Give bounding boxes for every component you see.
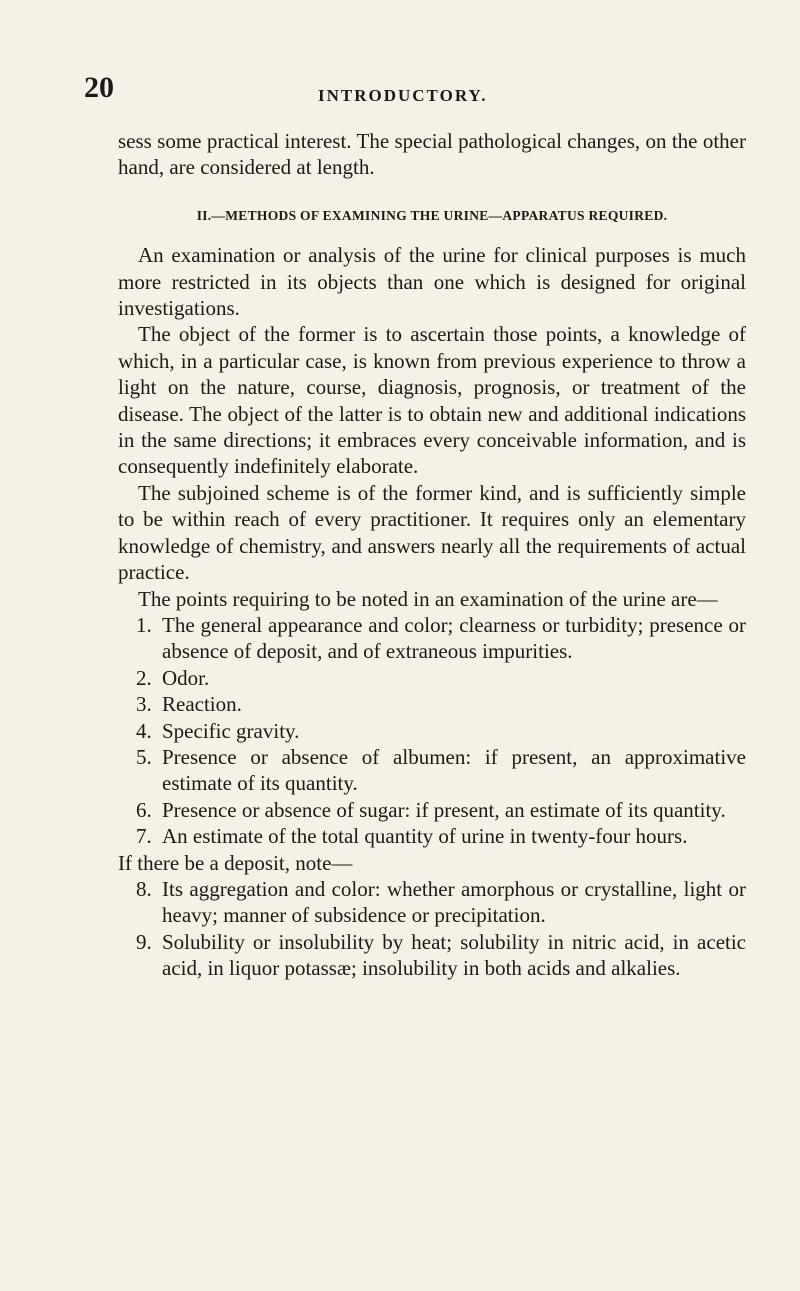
list-text: Solubility or insolubility by heat; solubility in nitric acid, in acetic acid, in liquor potassæ; insolubility in both acids and alkalies. — [162, 929, 746, 981]
list-text: The general appearance and color; clearness or turbidity; presence or absence of deposit, and of extraneous impurities. — [162, 612, 746, 664]
list-item — [136, 718, 746, 744]
list-item — [136, 691, 746, 717]
list-number: 6. — [136, 797, 152, 822]
section-heading: II.—METHODS OF EXAMINING THE URINE—APPARATUS REQUIRED. — [196, 207, 668, 223]
list-item — [136, 612, 746, 665]
list-item — [136, 929, 746, 982]
list-text: An estimate of the total quantity of urine in twenty-four hours. — [162, 824, 688, 849]
list-item — [136, 665, 746, 691]
list-text: Specific gravity. — [162, 718, 300, 743]
list-item — [136, 797, 746, 823]
body-text — [118, 128, 746, 982]
list-number: 9. — [136, 929, 152, 954]
list-number: 4. — [136, 718, 152, 743]
list-text: Its aggregation and color: whether amorphous or crystalline, light or heavy; manner of subsidence or precipitation. — [162, 876, 746, 928]
points-list — [118, 612, 746, 850]
list-text: Odor. — [162, 665, 210, 690]
list-text: Presence or absence of albumen: if present, an approximative estimate of its quantity. — [162, 744, 746, 796]
list-item — [136, 744, 746, 797]
list-number: 1. — [136, 612, 152, 637]
deposit-points-list — [118, 876, 746, 982]
list-text: Presence or absence of sugar: if present, an estimate of its quantity. — [162, 797, 726, 822]
running-title: INTRODUCTORY. — [318, 86, 488, 105]
list-item — [136, 823, 746, 849]
deposit-note: If there be a deposit, note— — [118, 850, 353, 875]
list-text: Reaction. — [162, 692, 242, 717]
page-number: 20 — [84, 71, 114, 104]
list-number: 3. — [136, 692, 152, 717]
paragraph: An examination or analysis of the urine for clinical purposes is much more restricted in its objects than one which is designed for original investigations. — [118, 243, 746, 321]
list-number: 7. — [136, 824, 152, 849]
list-number: 8. — [136, 876, 152, 901]
list-item — [136, 876, 746, 929]
list-number: 5. — [136, 744, 152, 769]
paragraph-continuation: sess some practical interest. The special pathological changes, on the other hand, are considered at length. — [118, 129, 746, 180]
paragraph: The points requiring to be noted in an examination of the urine are— — [138, 586, 718, 611]
paragraph: The object of the former is to ascertain those points, a knowledge of which, in a particular case, is known from previous experience to throw a light on the nature, course, diagnosis, prognosis, or treatment of the disease. The object of the latter is to obtain new and additional indications in the same directions; it embraces every conceivable information, and is consequently indefinitely elaborate. — [118, 322, 746, 479]
list-number: 2. — [136, 665, 152, 690]
paragraph: The subjoined scheme is of the former kind, and is sufficiently simple to be within reach of every practitioner. It requires only an elementary knowledge of chemistry, and answers nearly all the requirements of actual practice. — [118, 480, 746, 585]
